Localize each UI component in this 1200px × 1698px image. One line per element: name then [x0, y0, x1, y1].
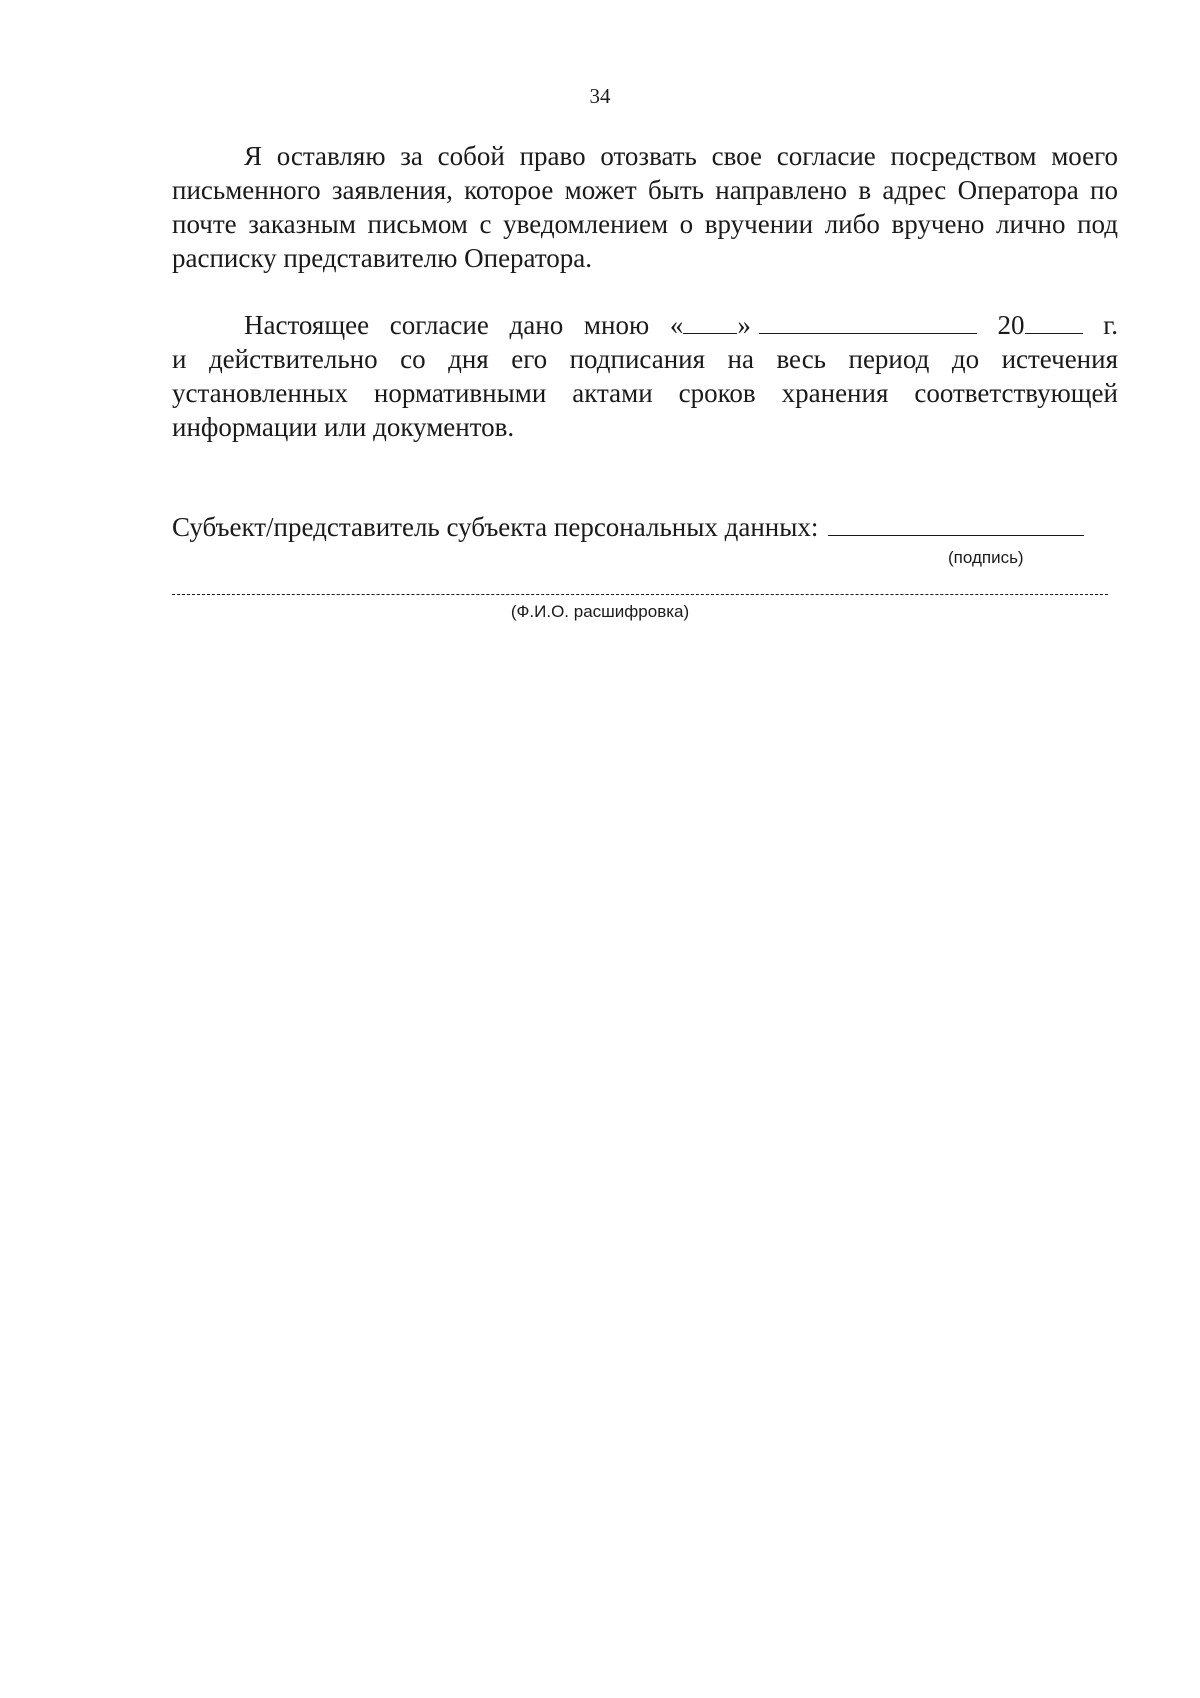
signature-label: Субъект/представитель субъекта персональных данных:	[172, 512, 819, 542]
day-blank[interactable]	[683, 311, 737, 334]
fio-caption: (Ф.И.О. расшифровка)	[510, 602, 690, 621]
revocation-text: Я оставляю за собой право отозвать свое согласие посредством моего письменного заявления, которое может быть направлено в адрес Оператора по почте заказным письмом с уведомлением о вручении либо вручено лично под расписку представителю Оператора.	[172, 141, 1118, 273]
year-suffix: г.	[1103, 310, 1119, 340]
quote-close: »	[737, 310, 751, 340]
revocation-paragraph	[172, 139, 1118, 275]
year-blank[interactable]	[1025, 311, 1083, 334]
consent-validity-text: и действительно со дня его подписания на весь период до истечения установленных нормативными актами сроков хранения соответствующей информации или документов.	[172, 344, 1118, 442]
year-prefix: 20	[997, 310, 1025, 340]
consent-date-paragraph	[172, 308, 1118, 444]
page-number: 34	[589, 84, 611, 108]
signature-row	[172, 510, 1118, 544]
consent-intro: Настоящее согласие дано мною «	[244, 310, 684, 340]
month-blank[interactable]	[759, 311, 977, 334]
signature-caption: (подпись)	[948, 548, 1024, 567]
fio-line[interactable]	[172, 594, 1108, 595]
signature-line[interactable]	[828, 513, 1084, 536]
consent-date-line	[172, 308, 1118, 342]
